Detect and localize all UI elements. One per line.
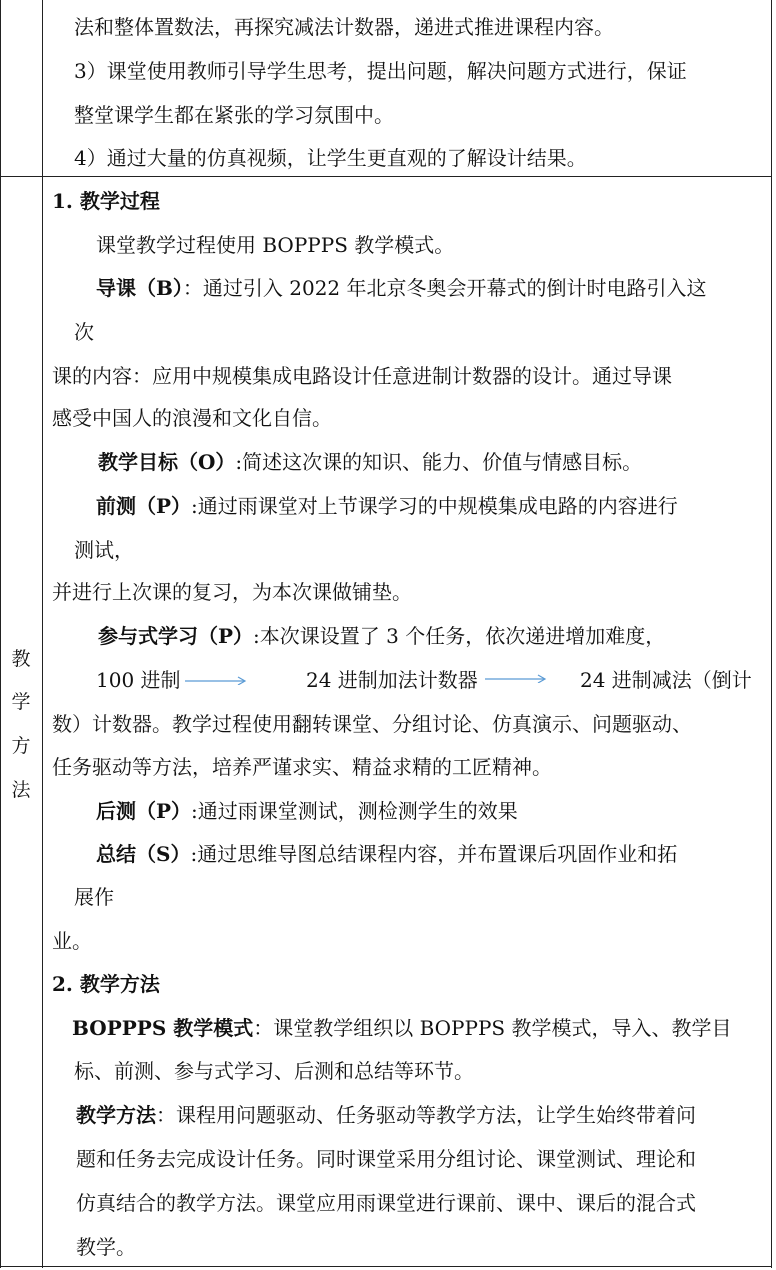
- arrow-right-icon: [184, 675, 248, 685]
- objective-paragraph: 教学目标（O）:简述这次课的知识、能力、价值与情感目标。: [98, 450, 643, 474]
- table-border-left: [0, 0, 1, 1268]
- heading-teaching-method: 2. 教学方法: [52, 972, 160, 996]
- row-divider: [0, 176, 772, 177]
- text-line: 任务驱动等方法，培养严谨求实、精益求精的工匠精神。: [52, 755, 552, 779]
- task-2: 24 进制加法计数器: [306, 668, 478, 692]
- summary-label: 总结（S）: [96, 842, 191, 866]
- post-test-paragraph: 后测（P）:通过雨课堂测试，测检测学生的效果: [96, 799, 518, 823]
- summary-paragraph: 总结（S）:通过思维导图总结课程内容，并布置课后巩固作业和拓: [96, 842, 678, 866]
- boppps-paragraph: BOPPPS 教学模式：课堂教学组织以 BOPPPS 教学模式，导入、教学目: [72, 1016, 732, 1040]
- bridge-in-label: 导课（B）: [96, 276, 183, 300]
- task-3: 24 进制减法（倒计: [580, 668, 752, 692]
- label-char: 方: [11, 735, 31, 757]
- boppps-label: BOPPPS 教学模式: [72, 1016, 254, 1040]
- text-line: 仿真结合的教学方法。课堂应用雨课堂进行课前、课中、课后的混合式: [76, 1191, 696, 1215]
- text-line: 4）通过大量的仿真视频，让学生更直观的了解设计结果。: [74, 146, 587, 170]
- post-test-label: 后测（P）: [96, 799, 192, 823]
- objective-label: 教学目标（O）: [98, 450, 236, 474]
- text-line: 标、前测、参与式学习、后测和总结等环节。: [74, 1059, 474, 1083]
- text-line: 题和任务去完成设计任务。同时课堂采用分组讨论、课堂测试、理论和: [76, 1147, 696, 1171]
- participatory-label: 参与式学习（P）: [98, 624, 254, 648]
- table-border-bottom: [0, 1266, 772, 1267]
- text-line: 整堂课学生都在紧张的学习氛围中。: [74, 103, 394, 127]
- text-line: 数）计数器。教学过程使用翻转课堂、分组讨论、仿真演示、问题驱动、: [52, 712, 692, 736]
- arrow-right-icon: [484, 673, 548, 683]
- text-line: 教学。: [76, 1235, 136, 1259]
- label-char: 法: [11, 779, 31, 801]
- text-line: 业。: [52, 929, 92, 953]
- bridge-in-paragraph: 导课（B）：通过引入 2022 年北京冬奥会开幕式的倒计时电路引入这: [96, 276, 707, 300]
- participatory-paragraph: 参与式学习（P）:本次课设置了 3 个任务，依次递进增加难度，: [98, 624, 666, 648]
- text-line: 次: [74, 320, 94, 344]
- pre-test-label: 前测（P）: [96, 494, 192, 518]
- text-line: 3）课堂使用教师引导学生思考，提出问题，解决问题方式进行，保证: [74, 59, 687, 83]
- text-line: 展作: [74, 885, 114, 909]
- table-column-divider: [42, 0, 43, 1268]
- table-border-right: [771, 0, 772, 1268]
- text-line: 课的内容：应用中规模集成电路设计任意进制计数器的设计。通过导课: [52, 364, 672, 388]
- text-line: 测试，: [74, 538, 134, 562]
- text-line: 法和整体置数法，再探究减法计数器，递进式推进课程内容。: [74, 15, 614, 39]
- heading-teaching-process: 1. 教学过程: [52, 189, 160, 213]
- intro-text: 课堂教学过程使用 BOPPPS 教学模式。: [96, 233, 455, 257]
- text-line: 并进行上次课的复习，为本次课做铺垫。: [52, 580, 412, 604]
- method-paragraph: 教学方法：课程用问题驱动、任务驱动等教学方法，让学生始终带着问: [76, 1103, 696, 1127]
- pre-test-paragraph: 前测（P）:通过雨课堂对上节课学习的中规模集成电路的内容进行: [96, 494, 678, 518]
- method-label: 教学方法: [76, 1103, 156, 1127]
- label-char: 学: [11, 691, 31, 713]
- task-1: 100 进制: [96, 668, 181, 692]
- label-char: 教: [11, 648, 31, 670]
- text-line: 感受中国人的浪漫和文化自信。: [52, 406, 332, 430]
